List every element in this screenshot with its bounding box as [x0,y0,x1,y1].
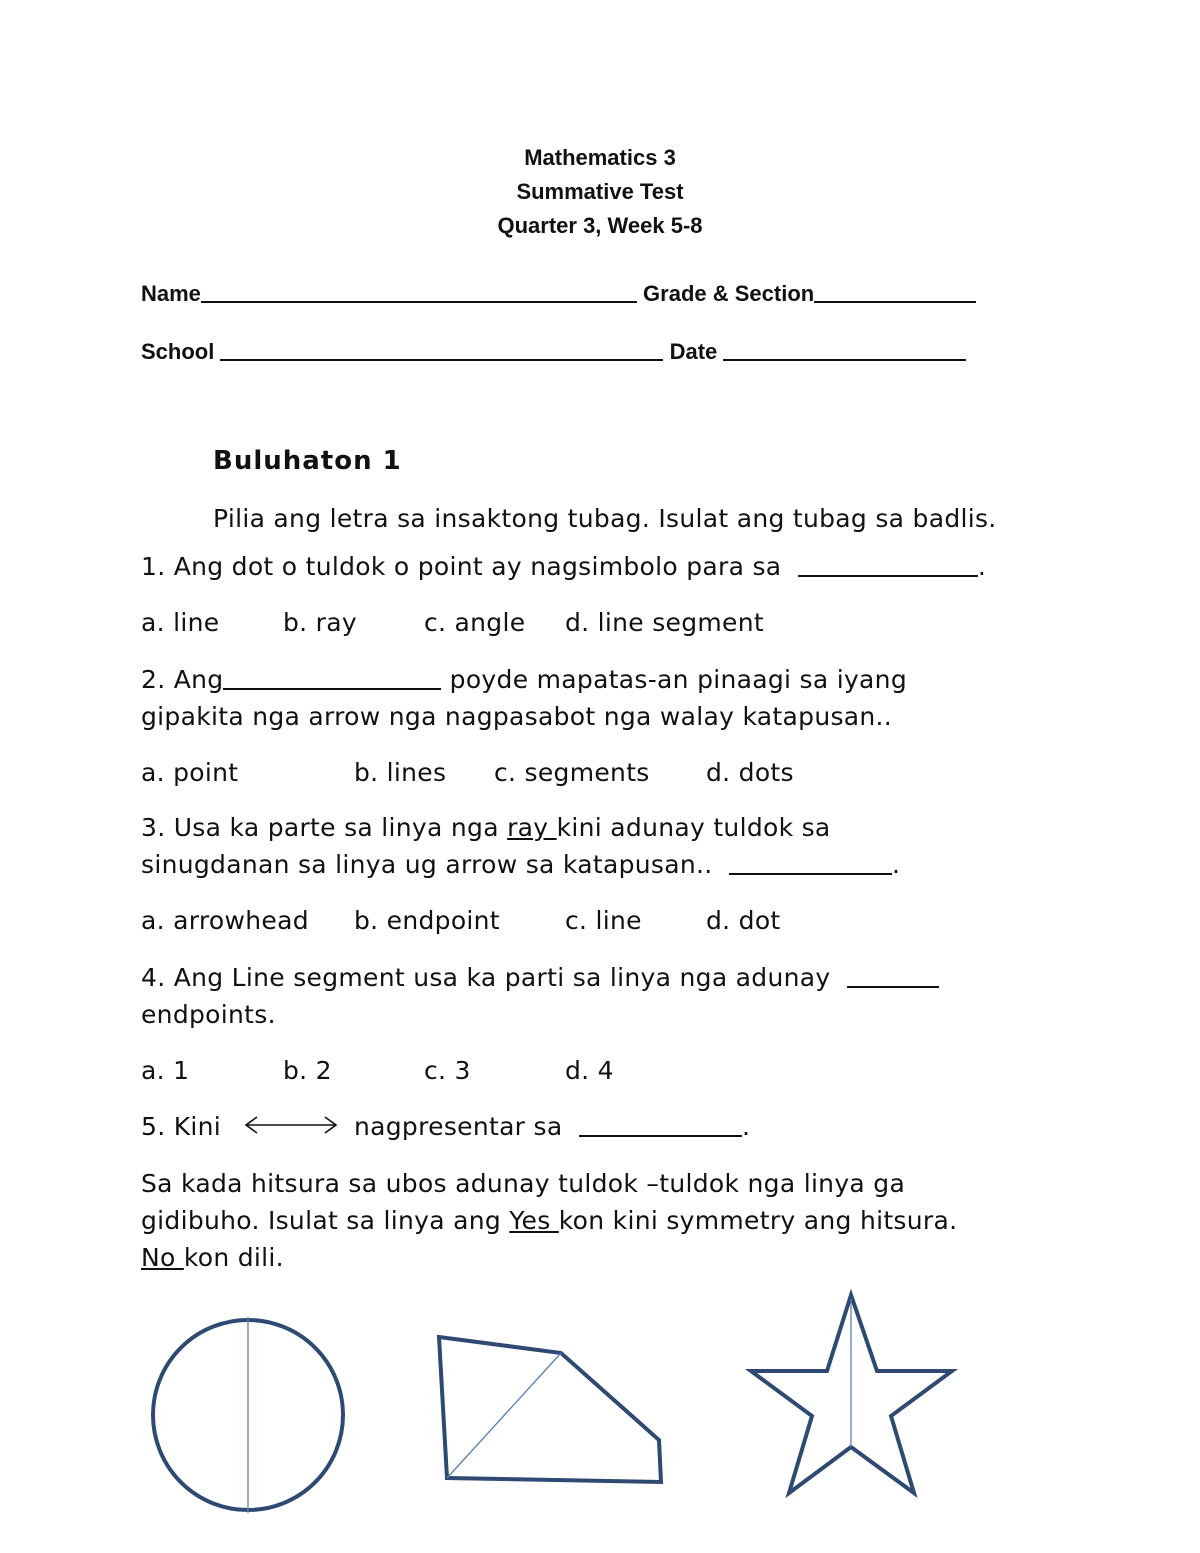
q2-option-d[interactable]: d. dots [706,758,794,787]
question-3 [141,813,831,842]
question-5-answer-line[interactable] [579,1134,742,1137]
question-2-answer-line[interactable] [223,687,441,690]
q1-option-c[interactable]: c. angle [424,608,526,637]
school-date-row [141,339,966,365]
q2-option-c[interactable]: c. segments [494,758,650,787]
q3-option-b[interactable]: b. endpoint [354,906,500,935]
q1-option-d[interactable]: d. line segment [565,608,764,637]
symmetry-instruction-1: Sa kada hitsura sa ubos adunay tuldok –tuldok nga linya ga [141,1169,906,1198]
question-4-text: 4. Ang Line segment usa ka parti sa linya nga adunay [141,963,831,992]
question-1 [141,552,986,581]
question-1-text: 1. Ang dot o tuldok o point ay nagsimbolo para sa [141,552,782,581]
symmetry-text-c: kon dili. [183,1243,284,1272]
title-quarter: Quarter 3, Week 5-8 [497,213,703,238]
q3-option-a[interactable]: a. arrowhead [141,906,309,935]
date-field[interactable] [723,358,966,361]
q4-option-a[interactable]: a. 1 [141,1056,190,1085]
question-2 [141,665,907,694]
question-1-answer-line[interactable] [798,574,978,577]
question-5-text-mid: nagpresentar sa [354,1112,563,1141]
symmetry-instruction-2 [141,1206,957,1235]
circle-shape [140,1305,360,1525]
question-3-line2 [141,850,900,879]
symmetry-text-b: kon kini symmetry ang hitsura. [558,1206,958,1235]
question-5-line [354,1112,750,1141]
quadrilateral-shape [430,1325,670,1495]
question-2-text: 2. Ang [141,665,224,694]
symmetry-text-a: gidibuho. Isulat sa linya ang [141,1206,502,1235]
question-4-line2: endpoints. [141,1000,276,1029]
q2-option-a[interactable]: a. point [141,758,239,787]
symmetry-instruction-3 [141,1243,284,1272]
title-test: Summative Test [516,179,684,204]
instruction: Pilia ang letra sa insaktong tubag. Isulat ang tubag sa badlis. [213,504,997,533]
section-title: Buluhaton 1 [213,446,402,476]
no-label: No [141,1243,184,1272]
question-2-line2: gipakita nga arrow nga nagpasabot nga walay katapusan.. [141,702,893,731]
q3-option-d[interactable]: d. dot [706,906,781,935]
question-4-answer-line[interactable] [847,985,939,988]
grade-label: Grade & Section [643,281,815,306]
q3-option-c[interactable]: c. line [565,906,642,935]
name-grade-row [141,281,976,307]
q1-option-b[interactable]: b. ray [283,608,357,637]
date-label: Date [669,339,718,364]
q1-option-a[interactable]: a. line [141,608,220,637]
school-field[interactable] [220,358,663,361]
q2-option-b[interactable]: b. lines [354,758,447,787]
question-3-end: . [891,850,901,879]
grade-field[interactable] [814,300,976,303]
name-label: Name [141,281,201,306]
star-shape [740,1285,970,1505]
q4-option-c[interactable]: c. 3 [424,1056,471,1085]
question-1-end: . [977,552,987,581]
question-3-text: 3. Usa ka parte sa linya nga [141,813,499,842]
quadrilateral-diagonal-line [447,1353,561,1478]
question-2-text-mid: poyde mapatas-an pinaagi sa iyang [449,665,907,694]
question-3-underlined: ray [507,813,557,842]
question-5-end: . [741,1112,751,1141]
question-3-answer-line[interactable] [729,872,892,875]
yes-label: Yes [509,1206,559,1235]
title-subject: Mathematics 3 [524,145,676,170]
question-3-text-mid: kini adunay tuldok sa [556,813,831,842]
school-label: School [141,339,215,364]
question-4 [141,963,939,992]
name-field[interactable] [201,300,637,303]
double-arrow-icon [243,1114,339,1136]
q4-option-d[interactable]: d. 4 [565,1056,614,1085]
question-5-text: 5. Kini [141,1112,222,1141]
question-3-line2-text: sinugdanan sa linya ug arrow sa katapusan.. [141,850,713,879]
q4-option-b[interactable]: b. 2 [283,1056,332,1085]
